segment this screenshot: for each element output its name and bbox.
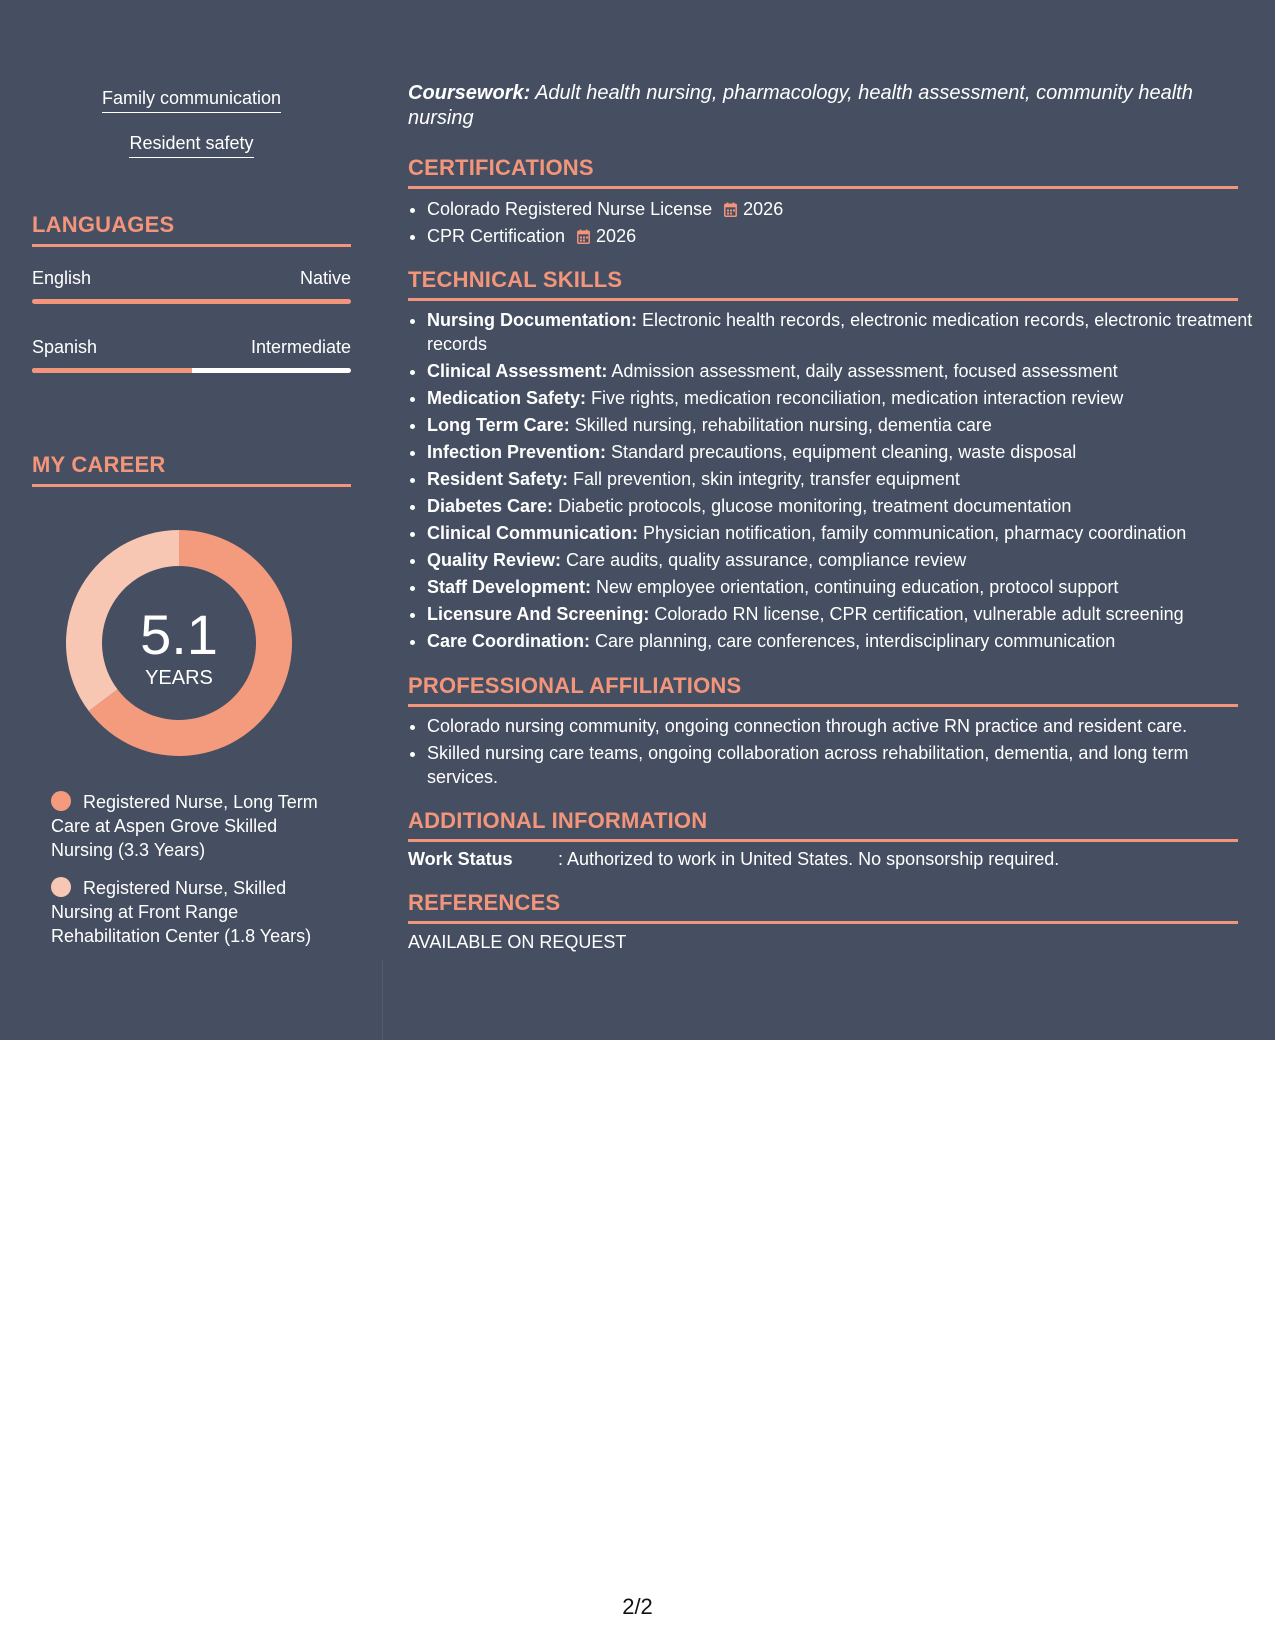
skill-details: Admission assessment, daily assessment, focused assessment (607, 361, 1118, 381)
career-title: MY CAREER (32, 452, 351, 487)
references-text: AVAILABLE ON REQUEST (408, 932, 627, 952)
references-title: REFERENCES (408, 890, 1238, 924)
technical-skill-item (427, 440, 1257, 464)
calendar-icon (577, 229, 590, 244)
skill-details: Care audits, quality assurance, compliance review (561, 550, 967, 570)
affiliation-item: • Colorado nursing community, ongoing connection through active RN practice and resident care. (427, 714, 1257, 738)
technical-skill-item (427, 575, 1257, 599)
additional-information-title: ADDITIONAL INFORMATION (408, 808, 1238, 842)
language-level: Intermediate (250, 337, 351, 357)
skill-category: Care Coordination: (427, 631, 591, 651)
skill-category: Diabetes Care: (427, 496, 554, 516)
skill-category: Nursing Documentation: (427, 310, 637, 330)
career-total-unit: YEARS (145, 667, 213, 689)
coursework-label: Coursework: (408, 82, 531, 104)
skill-details: New employee orientation, continuing education, protocol support (591, 577, 1119, 597)
coursework (408, 81, 1238, 131)
skill-category: Long Term Care: (427, 415, 570, 435)
skill-category: Resident Safety: (427, 469, 569, 489)
technical-skill-item (427, 629, 1257, 653)
certifications-list (408, 197, 1257, 251)
language-bar-spanish (32, 368, 351, 373)
technical-skill-item (427, 548, 1257, 572)
career-legend-item (51, 876, 336, 948)
technical-skill-item (427, 308, 1257, 356)
certification-year: 2026 (596, 226, 637, 246)
work-status-row (408, 849, 1238, 870)
skill-category: Licensure And Screening: (427, 604, 650, 624)
skill-details: Physician notification, family communication, pharmacy coordination (638, 523, 1187, 543)
certification-name: Colorado Registered Nurse License (427, 199, 713, 219)
technical-skill-item (427, 521, 1257, 545)
technical-skill-item (427, 413, 1257, 437)
legend-dot-icon (51, 877, 71, 897)
language-name: English (32, 268, 92, 288)
career-legend-item (51, 790, 336, 862)
skill-details: Skilled nursing, rehabilitation nursing, dementia care (569, 415, 992, 435)
skill-category: Infection Prevention: (427, 442, 607, 462)
affiliation-item: • Skilled nursing care teams, ongoing collaboration across rehabilitation, dementia, and long term services. (427, 741, 1257, 789)
page-number: 2/2 (622, 1594, 653, 1619)
skill-details: Care planning, care conferences, interdisciplinary communication (590, 631, 1116, 651)
skill-details: Fall prevention, skin integrity, transfer equipment (568, 469, 960, 489)
technical-skill-item (427, 467, 1257, 491)
certification-year: 2026 (743, 199, 784, 219)
technical-skill-item (427, 386, 1257, 410)
skill-link-family-communication[interactable]: Family communication (32, 88, 351, 113)
technical-skills-title: TECHNICAL SKILLS (408, 267, 1238, 301)
skill-details: Five rights, medication reconciliation, medication interaction review (586, 388, 1124, 408)
affiliations-list (408, 714, 1257, 792)
certifications-title: CERTIFICATIONS (408, 155, 1238, 189)
legend-dot-icon (51, 791, 71, 811)
calendar-icon (724, 202, 737, 217)
certification-item (427, 197, 1257, 221)
work-status-value: : Authorized to work in United States. No sponsorship required. (558, 849, 1060, 869)
language-bar-fill (32, 299, 351, 304)
work-status-label: Work Status (408, 849, 513, 869)
language-row-spanish (32, 337, 351, 358)
career-donut-chart (66, 530, 292, 756)
technical-skill-item (427, 359, 1257, 383)
skill-category: Clinical Assessment: (427, 361, 608, 381)
skill-details: Diabetic protocols, glucose monitoring, treatment documentation (553, 496, 1072, 516)
affiliations-title: PROFESSIONAL AFFILIATIONS (408, 673, 1238, 707)
skill-details: Electronic health records, electronic medication records, electronic treatment records (427, 310, 1253, 354)
skill-details: Standard precautions, equipment cleaning, waste disposal (606, 442, 1077, 462)
certification-item (427, 224, 1257, 248)
skill-category: Quality Review: (427, 550, 562, 570)
career-total-value: 5.1 (140, 603, 218, 666)
language-name: Spanish (32, 337, 98, 357)
coursework-text: Adult health nursing, pharmacology, health assessment, community health nursing (408, 82, 1193, 129)
language-level: Native (299, 268, 351, 288)
technical-skill-item (427, 494, 1257, 518)
career-role-label: Registered Nurse, Long Term Care at Aspen Grove Skilled Nursing (3.3 Years) (51, 792, 318, 860)
certification-name: CPR Certification (427, 226, 566, 246)
skill-details: Colorado RN license, CPR certification, vulnerable adult screening (649, 604, 1184, 624)
language-bar-fill (32, 368, 192, 373)
skill-category: Clinical Communication: (427, 523, 639, 543)
skill-category: Staff Development: (427, 577, 592, 597)
skill-category: Medication Safety: (427, 388, 587, 408)
technical-skill-item (427, 602, 1257, 626)
language-row-english (32, 268, 351, 289)
skill-link-resident-safety[interactable]: Resident safety (32, 133, 351, 158)
technical-skills-list (408, 308, 1257, 656)
career-role-label: Registered Nurse, Skilled Nursing at Front Range Rehabilitation Center (1.8 Years) (51, 878, 312, 946)
languages-title: LANGUAGES (32, 212, 351, 247)
column-divider (382, 960, 383, 1040)
language-bar-english (32, 299, 351, 304)
